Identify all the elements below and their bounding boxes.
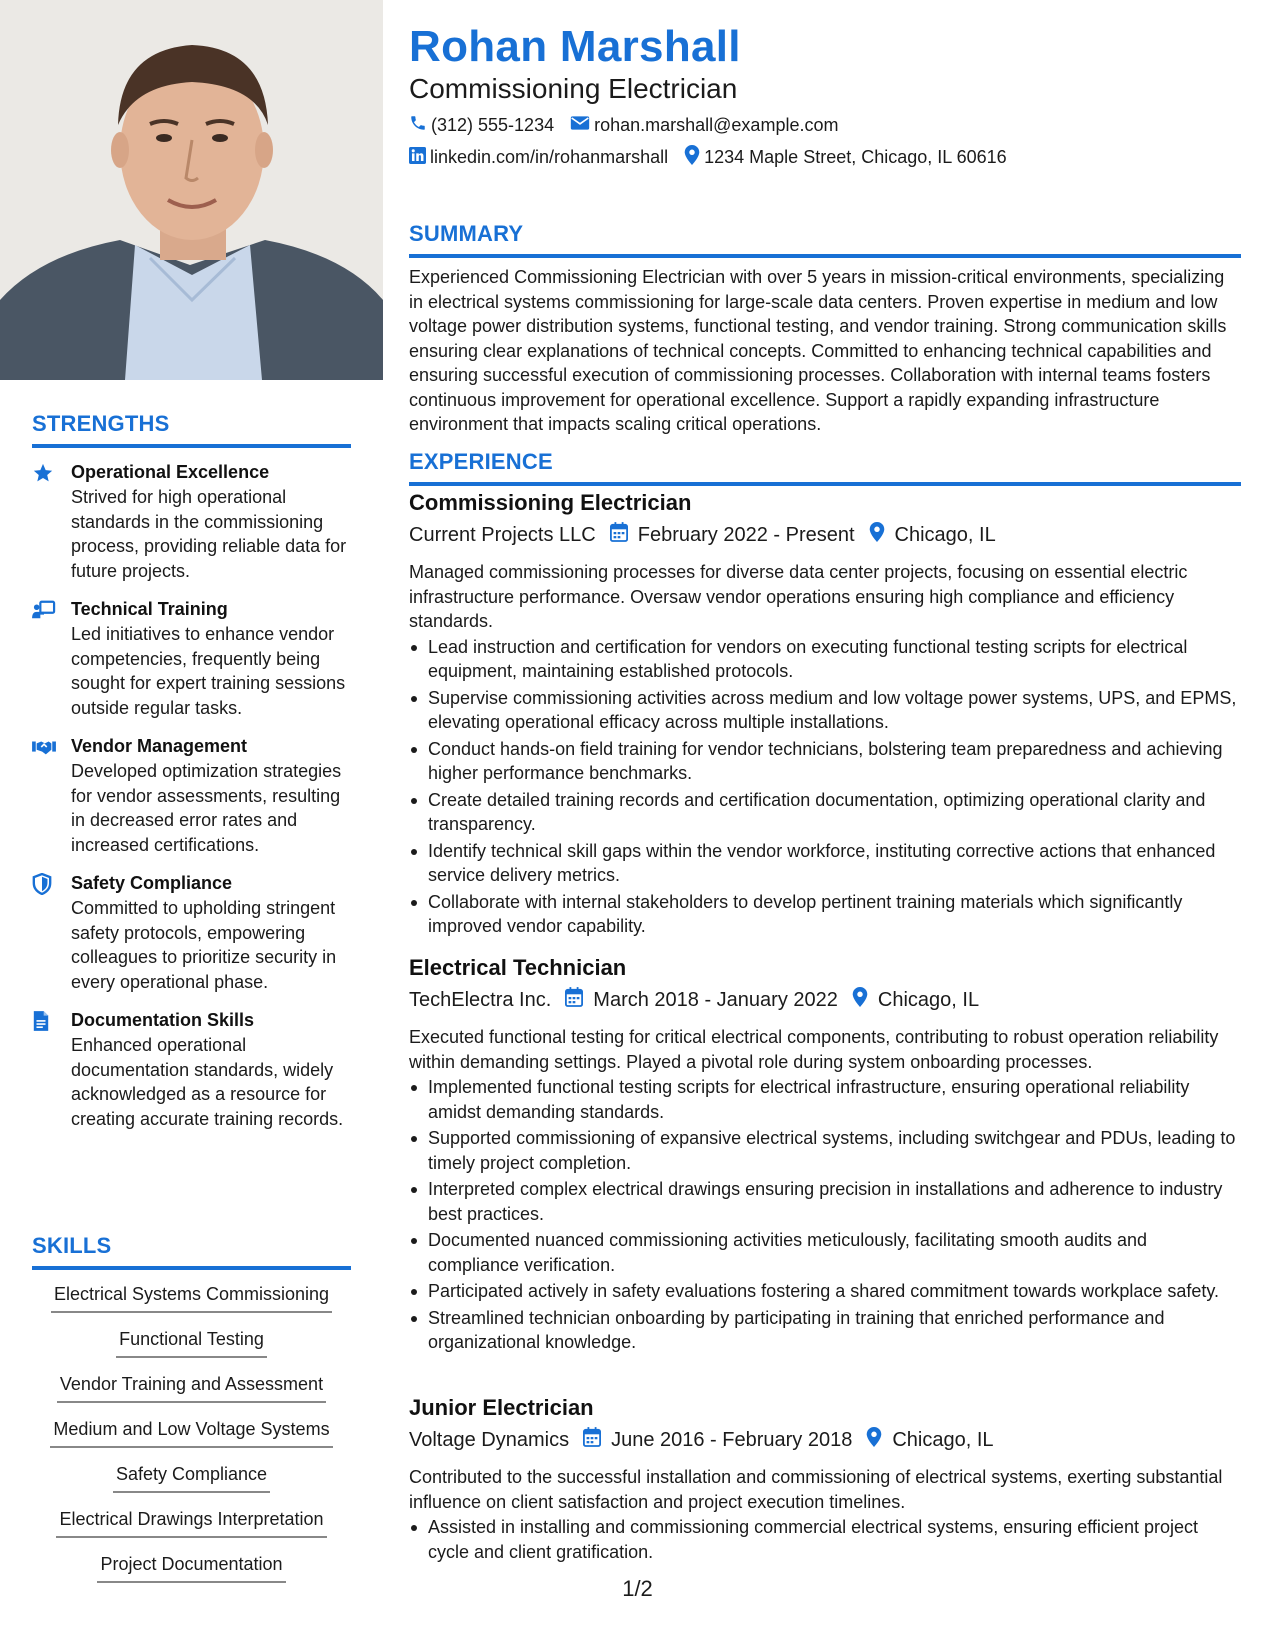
strength-title: Operational Excellence: [71, 462, 270, 482]
linkedin-text[interactable]: linkedin.com/in/rohanmarshall: [430, 147, 669, 167]
email-icon: [570, 115, 594, 136]
strength-title: Safety Compliance: [71, 873, 233, 893]
handshake-icon: [32, 736, 54, 758]
job-title: Electrical Technician: [409, 955, 627, 980]
summary-heading: SUMMARY: [409, 221, 524, 246]
job-dates-group: [565, 987, 838, 1013]
strengths-rule: [32, 444, 351, 448]
job-description: Contributed to the successful installation and commissioning of electrical systems, exerting substantial influence on client satisfaction and project execution timelines.: [409, 1467, 1223, 1512]
job-dates: March 2018 - January 2022: [593, 988, 838, 1011]
portrait-illustration: [0, 0, 383, 380]
skills-heading: SKILLS: [32, 1233, 112, 1258]
strength-item: [32, 734, 351, 857]
strengths-list: [32, 460, 351, 1131]
summary-section: [409, 221, 1241, 437]
strength-item: [32, 597, 351, 720]
bullet-item: Participated actively in safety evaluations fostering a shared commitment towards workplace safety.: [409, 1279, 1241, 1304]
job-company: Current Projects LLC: [409, 523, 596, 546]
strength-desc: Committed to upholding stringent safety protocols, empowering colleagues to prioritize security in every operational phase.: [71, 898, 337, 992]
contact-row-1: [409, 114, 854, 137]
bullet-item: Identify technical skill gaps within the vendor workforce, instituting corrective actions that enhanced service delivery metrics.: [409, 839, 1241, 888]
location-pin-icon: [684, 145, 704, 170]
strength-item: [32, 460, 351, 583]
presentation-icon: [32, 599, 54, 621]
job-dates: June 2016 - February 2018: [611, 1428, 853, 1451]
bullet-item: Lead instruction and certification for vendors on executing functional testing scripts for electrical equipment, maintaining established protocols.: [409, 635, 1241, 684]
job-bullets: [409, 635, 1241, 939]
summary-text: Experienced Commissioning Electrician with over 5 years in mission-critical environments, specializing in electrical systems commissioning for large-scale data centers. Proven expertise in medium and low voltage power distribution systems, functional testing, and vendor training. Strong communication skills ensuring clear explanations of technical concepts. Committed to enhancing technical capabilities and ensuring successful execution of commissioning processes. Collaboration with internal teams fosters continuous improvement for operational excellence. Support a rapidly expanding infrastructure environment that impacts scaling critical operations.: [409, 267, 1227, 434]
skill-item: Electrical Systems Commissioning: [51, 1282, 332, 1313]
job-location-group: [852, 987, 979, 1013]
bullet-item: Supported commissioning of expansive electrical systems, including switchgear and PDUs, leading to timely project completion.: [409, 1126, 1241, 1175]
skill-item: Medium and Low Voltage Systems: [50, 1417, 332, 1448]
job-entry: [409, 955, 1241, 1357]
email-text[interactable]: rohan.marshall@example.com: [594, 115, 839, 135]
bullet-item: Conduct hands-on field training for vendor technicians, bolstering team preparedness and achieving higher performance benchmarks.: [409, 737, 1241, 786]
phone-icon: [409, 114, 431, 137]
skills-list: [32, 1282, 351, 1597]
experience-heading: EXPERIENCE: [409, 449, 553, 474]
strength-title: Technical Training: [71, 599, 228, 619]
experience-section: [409, 449, 1241, 486]
job-entry: [409, 1395, 1241, 1566]
skill-item: Vendor Training and Assessment: [57, 1372, 326, 1403]
job-company: TechElectra Inc.: [409, 988, 552, 1011]
strengths-section: [32, 411, 351, 1145]
skill-item: Project Documentation: [97, 1552, 285, 1583]
calendar-icon: [583, 1427, 611, 1453]
strength-title: Documentation Skills: [71, 1010, 255, 1030]
strength-item: [32, 1008, 351, 1131]
job-dates-group: [610, 522, 855, 548]
bullet-item: Interpreted complex electrical drawings ensuring precision in installations and adherence to industry best practices.: [409, 1177, 1241, 1226]
document-icon: [32, 1010, 54, 1032]
left-column: [0, 0, 383, 1650]
job-title-headline: Commissioning Electrician: [409, 73, 738, 104]
candidate-name: Rohan Marshall: [409, 22, 741, 71]
skills-section: [32, 1233, 351, 1597]
skill-item: Electrical Drawings Interpretation: [56, 1507, 326, 1538]
skill-item: Functional Testing: [116, 1327, 267, 1358]
linkedin-contact[interactable]: [409, 147, 668, 169]
strength-desc: Enhanced operational documentation standards, widely acknowledged as a resource for creating accurate training records.: [71, 1035, 344, 1129]
job-title: Junior Electrician: [409, 1395, 594, 1420]
bullet-item: Streamlined technician onboarding by participating in training that enriched performance and organizational knowledge.: [409, 1306, 1241, 1355]
strength-item: [32, 871, 351, 994]
calendar-icon: [610, 522, 638, 548]
contact-row-2: [409, 145, 1023, 170]
shield-icon: [32, 873, 54, 895]
job-dates-group: [583, 1427, 852, 1453]
experience-rule: [409, 482, 1241, 486]
calendar-icon: [565, 987, 593, 1013]
job-location: Chicago, IL: [894, 523, 996, 546]
job-bullets: [409, 1075, 1241, 1355]
skill-item: Safety Compliance: [113, 1462, 270, 1493]
strength-desc: Led initiatives to enhance vendor competencies, frequently being sought for expert training sessions outside regular tasks.: [71, 624, 346, 718]
summary-rule: [409, 254, 1241, 258]
location-pin-icon: [866, 1427, 892, 1453]
star-icon: [32, 462, 54, 484]
job-title: Commissioning Electrician: [409, 490, 692, 515]
job-location-group: [869, 522, 996, 548]
address-text: 1234 Maple Street, Chicago, IL 60616: [704, 147, 1007, 167]
strengths-heading: STRENGTHS: [32, 411, 170, 436]
profile-photo: [0, 0, 383, 380]
strength-title: Vendor Management: [71, 736, 248, 756]
phone-contact: [409, 114, 554, 137]
job-entry: [409, 490, 1241, 941]
bullet-item: Supervise commissioning activities across medium and low voltage power systems, UPS, and EPMS, elevating operational efficacy across multiple installations.: [409, 686, 1241, 735]
bullet-item: Collaborate with internal stakeholders to develop pertinent training materials which significantly improved vendor capability.: [409, 890, 1241, 939]
job-dates: February 2022 - Present: [637, 523, 855, 546]
job-meta: [409, 1427, 1241, 1453]
strength-desc: Developed optimization strategies for vendor assessments, resulting in decreased error rates and increased certifications.: [71, 761, 342, 855]
skills-rule: [32, 1266, 351, 1270]
job-description: Managed commissioning processes for diverse data center projects, focusing on essential electric infrastructure performance. Oversaw vendor operations ensuring high compliance and efficiency standards.: [409, 562, 1188, 631]
bullet-item: Implemented functional testing scripts for electrical infrastructure, ensuring operational reliability amidst demanding standards.: [409, 1075, 1241, 1124]
job-location-group: [866, 1427, 993, 1453]
location-pin-icon: [852, 987, 878, 1013]
address-contact: [684, 145, 1007, 170]
strength-desc: Strived for high operational standards in the commissioning process, providing reliable data for future projects.: [71, 487, 347, 581]
job-location: Chicago, IL: [877, 988, 980, 1011]
bullet-item: Create detailed training records and certification documentation, optimizing operational clarity and transparency.: [409, 788, 1241, 837]
job-meta: [409, 522, 1241, 548]
linkedin-icon: [409, 147, 430, 169]
email-contact[interactable]: [570, 115, 838, 136]
job-description: Executed functional testing for critical electrical components, contributing to robust operation reliability within demanding settings. Played a pivotal role during system onboarding processes.: [409, 1027, 1219, 1072]
bullet-item: Documented nuanced commissioning activities meticulously, facilitating smooth audits and compliance verification.: [409, 1228, 1241, 1277]
job-meta: [409, 987, 1241, 1013]
page-number: 1/2: [622, 1576, 653, 1601]
job-company: Voltage Dynamics: [409, 1428, 570, 1451]
bullet-item: Assisted in installing and commissioning commercial electrical systems, ensuring efficient project cycle and client gratification.: [409, 1515, 1241, 1564]
location-pin-icon: [869, 522, 895, 548]
job-bullets: [409, 1515, 1241, 1564]
phone-text: (312) 555-1234: [431, 115, 555, 135]
job-location: Chicago, IL: [892, 1428, 994, 1451]
